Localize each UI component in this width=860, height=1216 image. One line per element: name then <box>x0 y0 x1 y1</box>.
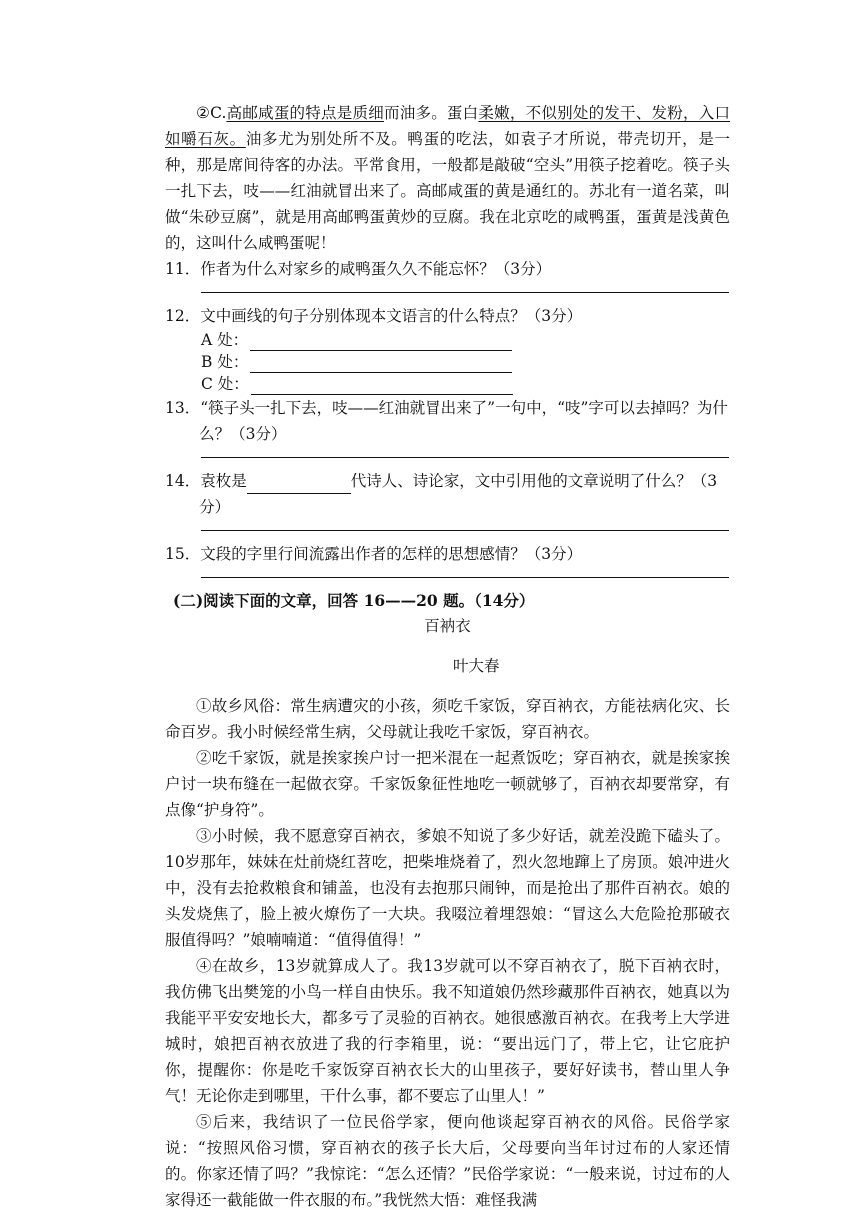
question-12: 12．文中画线的句子分别体现本文语言的什么特点？（3分） <box>165 307 583 325</box>
article-title: 百衲衣 <box>424 617 471 635</box>
question-12-a <box>201 329 730 351</box>
answer-line-15[interactable] <box>201 567 729 578</box>
article-paragraph-2: ②吃千家饭，就是挨家挨户讨一把米混在一起煮饭吃；穿百衲衣，就是挨家挨户讨一块布缝在一起做衣穿。千家饭象征性地吃一顿就够了，百衲衣却要常穿，有点像“护身符”。 <box>165 749 730 819</box>
paragraph-marker: ②C. <box>196 104 227 122</box>
question-12-b <box>201 351 730 373</box>
answer-line-13[interactable] <box>201 447 729 458</box>
article-paragraph-3: ③小时候，我不愿意穿百衲衣，爹娘不知说了多少好话，就差没跪下磕头了。10岁那年，妹妹在灶前烧红苕吃，把柴堆烧着了，烈火忽地蹿上了房顶。娘冲进火中，没有去抢救粮食和铺盖，也没有去抱那只闹钟，而是抢出了那件百衲衣。娘的头发烧焦了，脸上被火燎伤了一大块。我啜泣着埋怨娘：“冒这么大危险抢那破衣服值得吗？”娘喃喃道：“值得值得！” <box>165 827 730 949</box>
answer-line-14[interactable] <box>201 520 729 531</box>
question-12-c <box>201 373 730 395</box>
answer-line-11[interactable] <box>201 282 729 293</box>
passage-text-rest: 油多尤为别处所不及。鸭蛋的吃法，如袁子才所说，带壳切开，是一种，那是席间待客的办法。平常食用，一般都是敲破“空头”用筷子挖着吃。筷子头一扎下去，吱——红油就冒出来了。高邮咸蛋的黄是通红的。苏北有一道名菜，叫做“朱砂豆腐”，就是用高邮鸭蛋黄炒的豆腐。我在北京吃的咸鸭蛋，蛋黄是浅黄色的，这叫什么咸鸭蛋呢！ <box>165 130 730 252</box>
answer-label-a: A 处： <box>201 331 249 349</box>
article-paragraph-4: ④在故乡，13岁就算成人了。我13岁就可以不穿百衲衣了，脱下百衲衣时，我仿佛飞出樊笼的小鸟一样自由快乐。我不知道娘仍然珍藏那件百衲衣，她真以为我能平平安安地长大，都多亏了灵验的百衲衣。她很感激百衲衣。在我考上大学进城时，娘把百衲衣放进了我的行李箱里，说：“要出远门了，带上它，让它庇护你，提醒你：你是吃千家饭穿百衲衣长大的山里孩子，要好好读书，替山里人争气！无论你走到哪里，干什么事，都不要忘了山里人！” <box>165 957 730 1105</box>
question-11: 11．作者为什么对家乡的咸鸭蛋久久不能忘怀？（3分） <box>165 260 552 278</box>
question-14-prefix: 14．袁枚是 <box>165 472 247 490</box>
answer-blank-a[interactable] <box>250 332 512 351</box>
answer-blank-c[interactable] <box>251 376 513 395</box>
underlined-sentence-c: 高邮咸蛋的特点是质细 <box>226 104 384 122</box>
question-13: 13．“筷子头一扎下去，吱——红油就冒出来了”一句中，“吱”字可以去掉吗？为什么？（3分） <box>165 399 728 443</box>
article-author: 叶大春 <box>453 656 500 675</box>
question-14-suffix: 代诗人、诗论家，文中引用他的文章说明了什么？（3分） <box>199 472 718 516</box>
answer-blank-14[interactable] <box>247 475 351 494</box>
question-14 <box>165 468 730 520</box>
document-page <box>165 100 730 1213</box>
answer-label-b: B 处： <box>201 353 249 371</box>
answer-label-c: C 处： <box>201 375 249 393</box>
underlined-sentence-c2: 柔嫩，不似别处的发干、发粉，入口如嚼石灰。 <box>165 104 730 148</box>
question-15: 15．文段的字里行间流露出作者的怎样的思想感情？（3分） <box>165 545 583 563</box>
article-paragraph-5: ⑤后来，我结识了一位民俗学家，便向他谈起穿百衲衣的风俗。民俗学家说：“按照风俗习惯，穿百衲衣的孩子长大后，父母要向当年讨过布的人家还情的。你家还情了吗？”我惊诧：“怎么还情？”民俗学家说：“一般来说，讨过布的人家得还一截能做一件衣服的布。”我恍然大悟：难怪我满 <box>165 1113 730 1209</box>
answer-blank-b[interactable] <box>250 354 512 373</box>
passage-paragraph-c <box>165 100 730 256</box>
passage-text: 而油多。蛋白 <box>383 104 479 122</box>
article-paragraph-1: ①故乡风俗：常生病遭灾的小孩，须吃千家饭，穿百衲衣，方能祛病化灾、长命百岁。我小时候经常生病，父母就让我吃千家饭，穿百衲衣。 <box>165 697 730 741</box>
section-heading: (二)阅读下面的文章，回答 16——20 题。（14分） <box>173 591 535 610</box>
